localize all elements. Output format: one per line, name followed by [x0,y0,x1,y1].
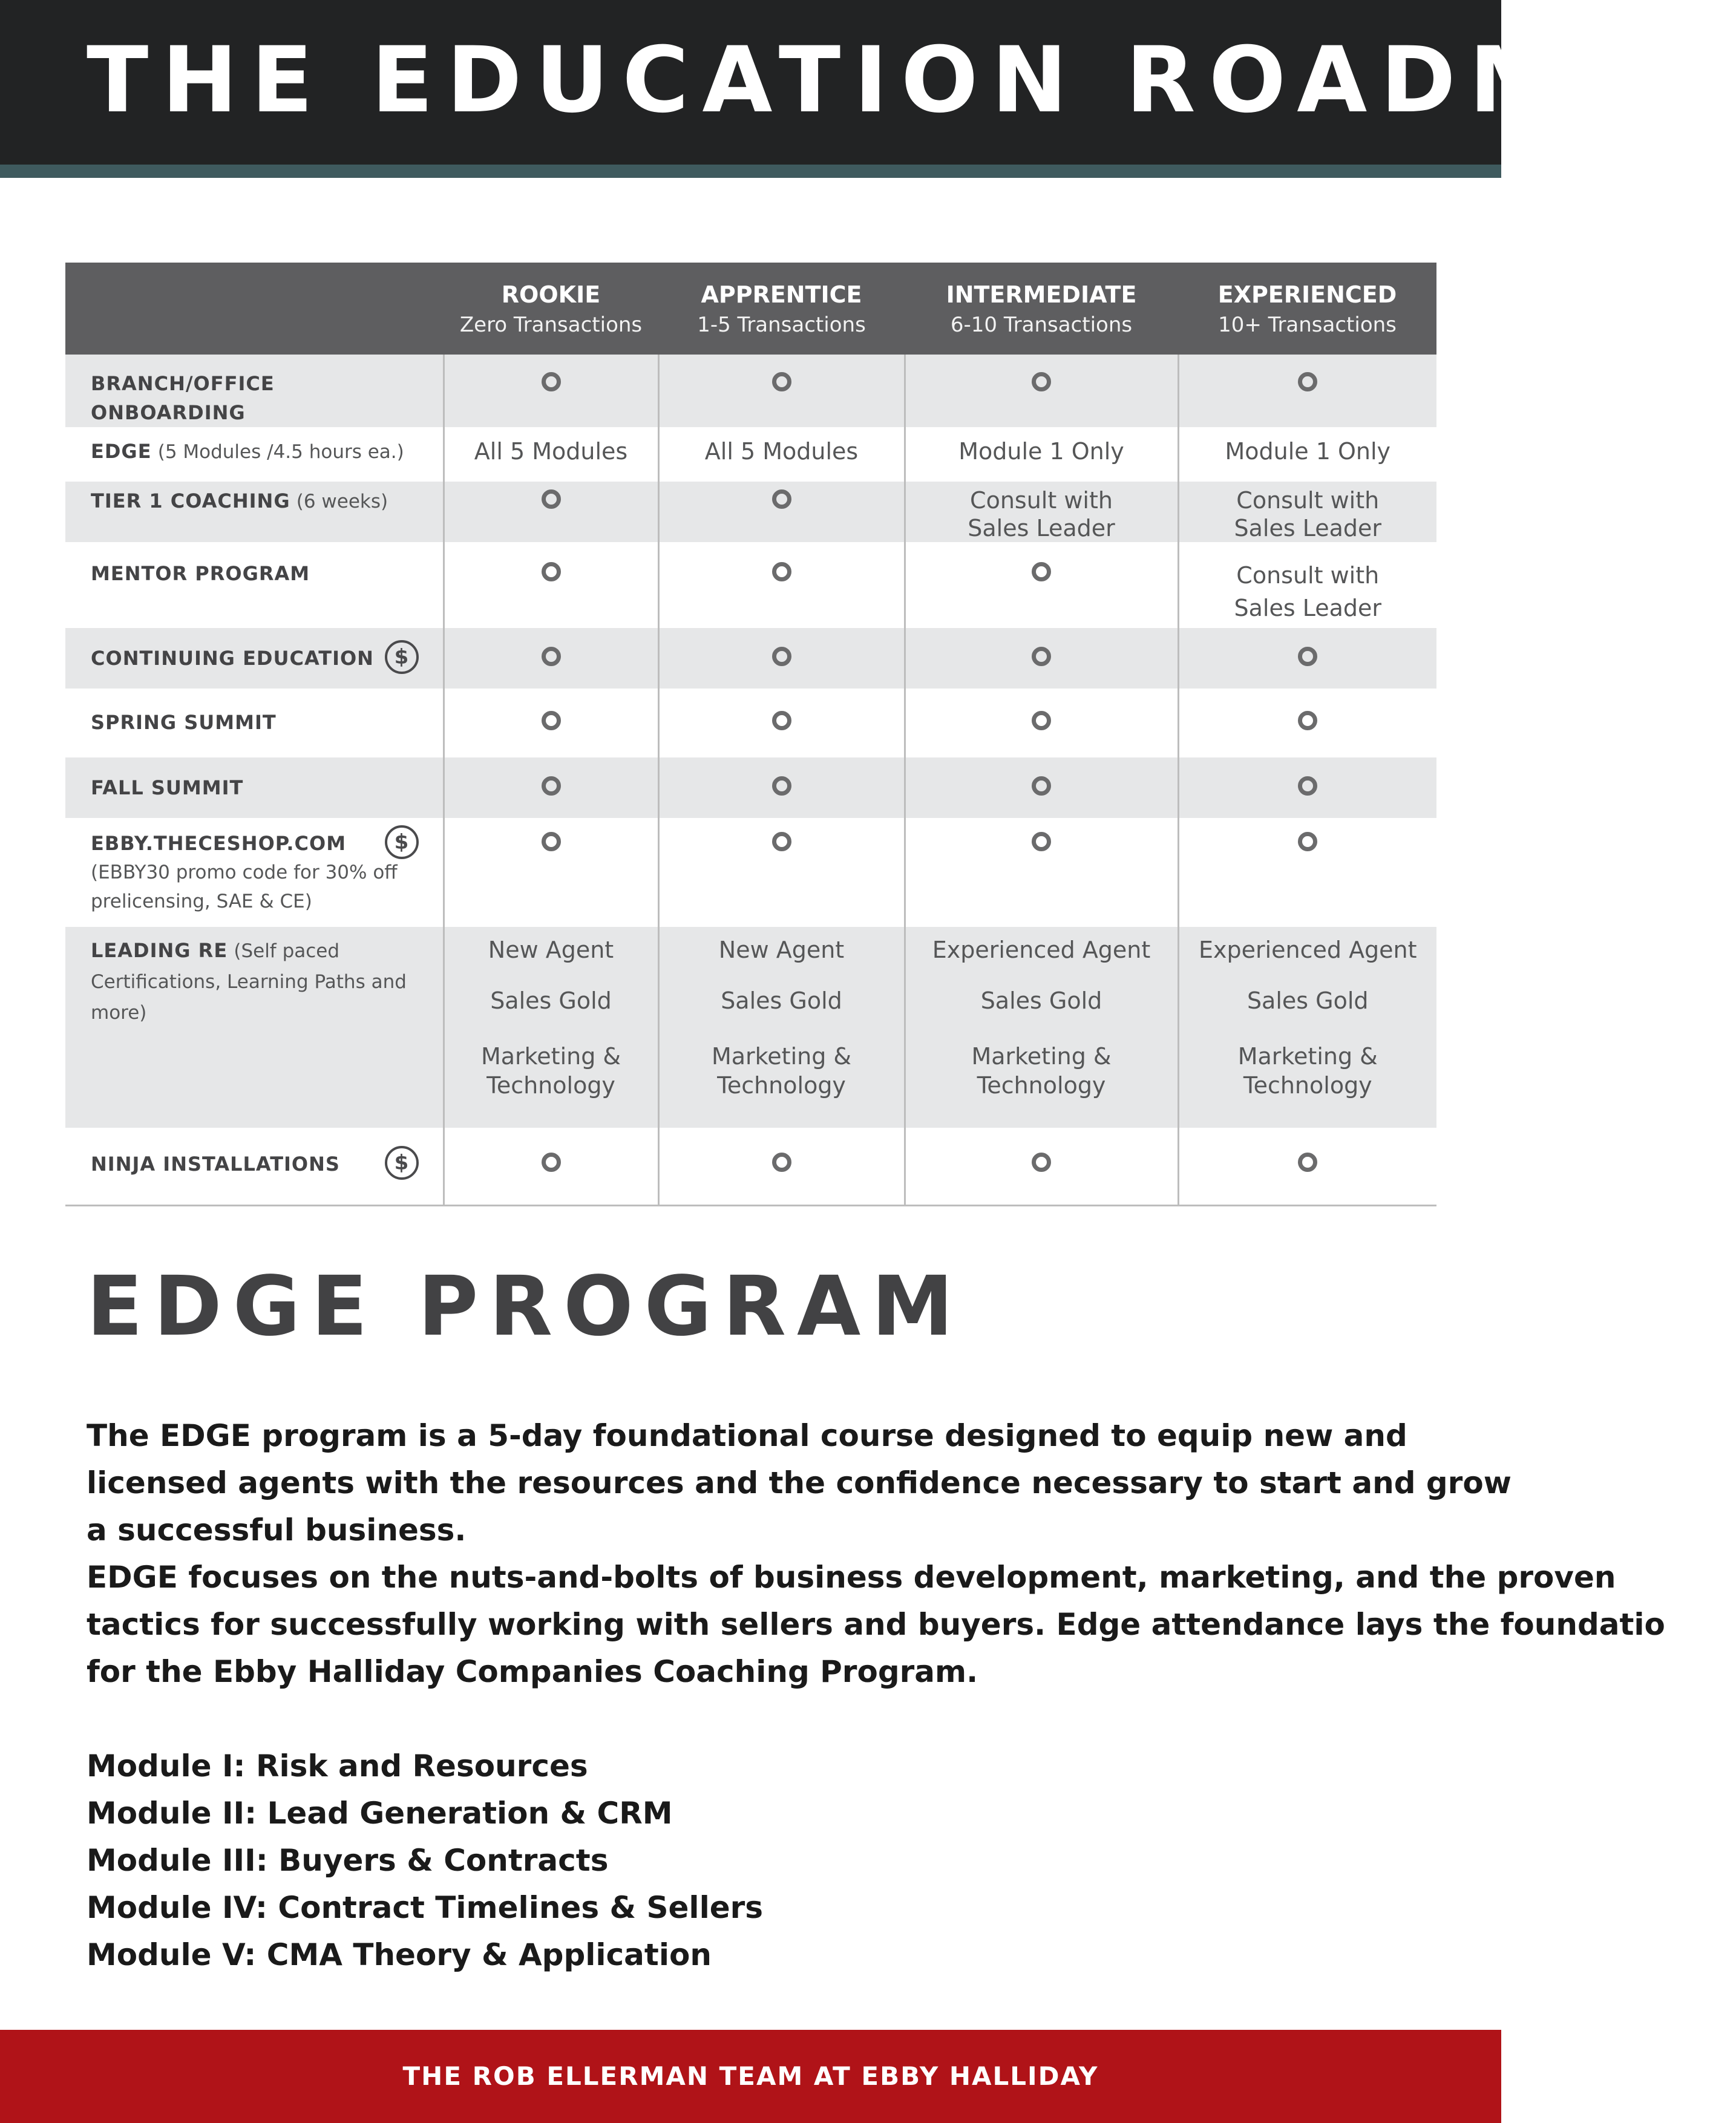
circle-icon [1032,776,1051,796]
level-cell [905,757,1178,818]
level-cell [1178,927,1436,1128]
description-line: EDGE focuses on the nuts-and-bolts of business development, marketing, and the proven [87,1560,1616,1595]
footer-text: THE ROB ELLERMAN TEAM AT EBBY HALLIDAY [402,2061,1099,2091]
column-transactions: 6-10 Transactions [950,313,1133,337]
cell-text: New Agent [718,937,845,963]
level-cell [658,427,905,482]
row-label: BRANCH/OFFICE ONBOARDING [91,372,275,424]
level-cell [1178,689,1436,757]
description-line: tactics for successfully working with sellers and buyers. Edge attendance lays the foundatio [87,1607,1665,1642]
circle-icon [1298,372,1317,391]
circle-icon [1032,647,1051,666]
column-level: EXPERIENCED [1217,281,1397,308]
level-cell [905,1128,1178,1205]
column-transactions: Zero Transactions [459,313,643,337]
cell-text: Module 1 Only [1225,438,1391,465]
cell-text: All 5 Modules [704,438,859,465]
page-title: THE EDUCATION ROADMAP [87,28,1736,133]
level-cell [444,927,658,1128]
module-item: Module III: Buyers & Contracts [87,1843,609,1878]
row-label: LEADING RE [91,939,228,962]
module-item: Module V: CMA Theory & Application [87,1937,712,1972]
level-cell [658,628,905,689]
level-cell [905,542,1178,628]
row-label: MENTOR PROGRAM [91,562,310,585]
level-cell [1178,482,1436,542]
row-label-cell [65,689,444,757]
row-label-cell [65,927,444,1128]
description-line: The EDGE program is a 5-day foundational course designed to equip new and [87,1418,1407,1453]
circle-icon [772,832,791,851]
edge-program-title: EDGE PROGRAM [87,1259,965,1355]
row-label-cell [65,1128,444,1205]
circle-icon [1032,711,1051,730]
column-transactions: 10+ Transactions [1218,313,1397,337]
circle-icon [542,1153,561,1172]
level-cell [444,427,658,482]
cell-text: New Agent [488,937,614,963]
circle-icon [1298,711,1317,730]
circle-icon [772,562,791,581]
row-label: EDGE [91,440,152,463]
row-label-cell [65,542,444,628]
cell-text: Consult with Sales Leader [968,487,1115,541]
cell-text: Sales Gold [1246,987,1369,1014]
level-cell [658,818,905,927]
table-row [65,757,1436,818]
circle-icon [1298,1153,1317,1172]
cell-text: Marketing & Technology [711,1043,852,1099]
header-blank-cell [65,263,444,355]
cell-text: Module 1 Only [958,438,1124,465]
row-label-cell [65,628,444,689]
table-row [65,689,1436,757]
level-cell [905,818,1178,927]
cell-text: Consult with Sales Leader [1234,487,1381,541]
row-label-cell [65,355,444,427]
cell-text: Marketing & Technology [971,1043,1112,1099]
level-cell [658,689,905,757]
module-item: Module II: Lead Generation & CRM [87,1796,673,1831]
description-line: a successful business. [87,1513,467,1548]
circle-icon [1032,372,1051,391]
level-cell [444,355,658,427]
row-sublabel: (5 Modules /4.5 hours ea.) [157,441,404,463]
row-sublabel: (6 weeks) [296,491,388,512]
level-cell [1178,1128,1436,1205]
level-cell [1178,757,1436,818]
circle-icon [542,832,561,851]
row-label: TIER 1 COACHING [91,489,290,512]
level-cell [658,927,905,1128]
circle-icon [772,647,791,666]
cell-text: All 5 Modules [474,438,628,465]
table-header-row [65,263,1436,355]
cell-text: Consult with Sales Leader [1234,562,1381,621]
column-header-intermediate [905,263,1178,355]
table-body [65,355,1436,1205]
header-stripe [0,165,1501,178]
level-cell [444,628,658,689]
circle-icon [1298,776,1317,796]
edge-program-description [87,1412,1665,1695]
cell-text: Sales Gold [490,987,612,1014]
level-cell [658,1128,905,1205]
table-row [65,427,1436,482]
level-cell [444,689,658,757]
circle-icon [772,489,791,509]
row-label-cell [65,818,444,927]
circle-icon [1032,1153,1051,1172]
table-row [65,927,1436,1128]
circle-icon [542,776,561,796]
level-cell [905,628,1178,689]
table-row [65,482,1436,542]
level-cell [1178,818,1436,927]
dollar-icon: $ [385,640,419,674]
level-cell [444,818,658,927]
level-cell [658,482,905,542]
dollar-icon: $ [385,825,419,859]
table-row [65,1128,1436,1205]
circle-icon [542,562,561,581]
row-sublabel: (EBBY30 promo code for 30% off prelicensing, SAE & CE) [91,862,398,912]
column-header-experienced [1178,263,1436,355]
row-label: CONTINUING EDUCATION [91,647,374,670]
level-cell [905,427,1178,482]
module-item: Module I: Risk and Resources [87,1748,588,1784]
level-cell [1178,355,1436,427]
cell-text: Marketing & Technology [480,1043,621,1099]
level-cell [1178,427,1436,482]
level-cell [658,757,905,818]
level-cell [658,542,905,628]
cell-text: Marketing & Technology [1237,1043,1378,1099]
education-roadmap-table [65,263,1436,1206]
module-item: Module IV: Contract Timelines & Sellers [87,1890,764,1925]
column-level: ROOKIE [501,281,601,308]
circle-icon [1298,647,1317,666]
description-line: licensed agents with the resources and the confidence necessary to start and grow [87,1465,1512,1500]
circle-icon [772,1153,791,1172]
circle-icon [542,711,561,730]
circle-icon [772,711,791,730]
level-cell [444,542,658,628]
row-label-cell [65,757,444,818]
row-label: EBBY.THECESHOP.COM [91,832,347,855]
row-label: SPRING SUMMIT [91,711,277,734]
column-transactions: 1-5 Transactions [697,313,866,337]
description-line: for the Ebby Halliday Companies Coaching Program. [87,1654,978,1689]
cell-text: Experienced Agent [932,937,1151,963]
level-cell [444,757,658,818]
circle-icon [1032,562,1051,581]
row-label-cell [65,427,444,482]
column-header-apprentice [658,263,905,355]
level-cell [905,482,1178,542]
table-row [65,628,1436,689]
circle-icon [542,647,561,666]
cell-text: Sales Gold [980,987,1102,1014]
row-sublabel: (Self paced Certifications, Learning Paths and more) [91,940,407,1024]
circle-icon [1298,832,1317,851]
edge-module-list [87,1742,763,1978]
cell-text: Sales Gold [721,987,842,1014]
column-level: APPRENTICE [701,281,862,308]
level-cell [444,482,658,542]
level-cell [658,355,905,427]
level-cell [444,1128,658,1205]
dollar-icon: $ [385,1146,419,1180]
table-row [65,818,1436,927]
circle-icon [772,776,791,796]
level-cell [905,927,1178,1128]
circle-icon [542,489,561,509]
circle-icon [542,372,561,391]
level-cell [1178,542,1436,628]
level-cell [905,355,1178,427]
level-cell [1178,628,1436,689]
column-level: INTERMEDIATE [946,281,1137,308]
circle-icon [1032,832,1051,851]
row-label: NINJA INSTALLATIONS [91,1153,340,1176]
cell-text: Experienced Agent [1198,937,1417,963]
circle-icon [772,372,791,391]
table-row [65,355,1436,427]
row-label-cell [65,482,444,542]
column-header-rookie [444,263,658,355]
row-label: FALL SUMMIT [91,776,244,799]
table-row [65,542,1436,628]
level-cell [905,689,1178,757]
